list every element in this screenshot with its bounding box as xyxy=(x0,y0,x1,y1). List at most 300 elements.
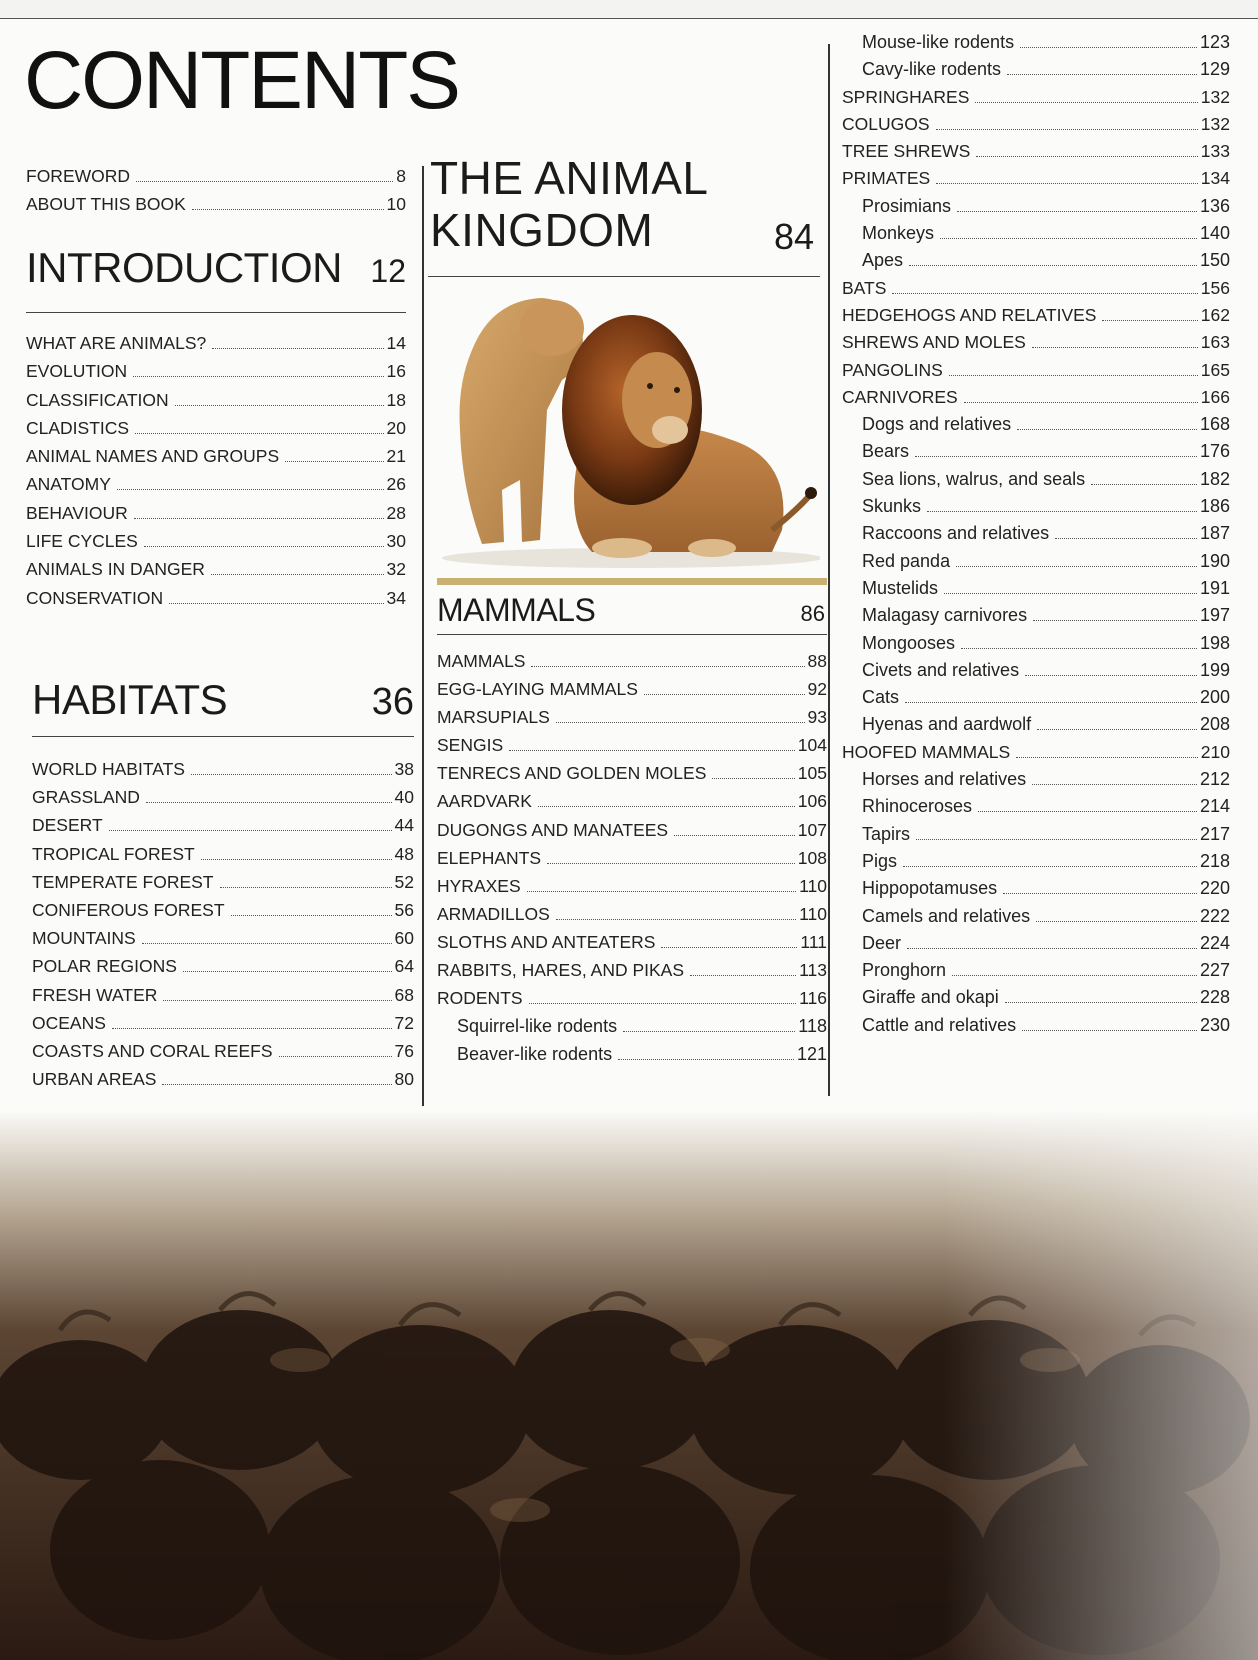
lions-photo xyxy=(432,290,820,568)
dot-leader xyxy=(191,773,392,775)
toc-entry-tree-shrews[interactable] xyxy=(842,141,1230,168)
dot-leader xyxy=(1016,756,1198,758)
toc-entry-aardvark[interactable] xyxy=(437,791,827,819)
toc-entry-page: 186 xyxy=(1199,496,1230,517)
toc-entry-label: Mouse-like rodents xyxy=(862,32,1015,52)
dot-leader xyxy=(192,208,384,210)
dot-leader xyxy=(1032,783,1197,785)
dot-leader xyxy=(618,1058,794,1060)
toc-entry-page: 150 xyxy=(1199,250,1230,271)
toc-entry-cavy-like-rodents[interactable] xyxy=(842,59,1230,86)
toc-entry-page: 88 xyxy=(807,651,827,671)
introduction-heading[interactable] xyxy=(26,244,406,313)
mammals-title: MAMMALS xyxy=(437,592,596,628)
toc-entry-tropical-forest[interactable] xyxy=(32,844,414,872)
toc-entry-page: 199 xyxy=(1199,659,1230,680)
toc-entry-fresh-water[interactable] xyxy=(32,985,414,1013)
dot-leader xyxy=(1003,892,1197,894)
toc-entry-temperate-forest[interactable] xyxy=(32,872,414,900)
toc-entry-label: BATS xyxy=(842,277,887,298)
toc-entry-sengis[interactable] xyxy=(437,735,827,763)
dot-leader xyxy=(133,375,383,377)
toc-entry-label: COASTS AND CORAL REEFS xyxy=(32,1040,273,1061)
toc-entry-elephants[interactable] xyxy=(437,848,827,876)
toc-entry-label: Pronghorn xyxy=(862,960,947,981)
toc-entry-page: 212 xyxy=(1199,769,1230,790)
toc-entry-behaviour[interactable] xyxy=(26,503,406,531)
toc-entry-page: 165 xyxy=(1200,359,1230,380)
toc-entry-page: 80 xyxy=(394,1069,414,1090)
toc-entry-label: HYRAXES xyxy=(437,875,521,896)
accent-bar xyxy=(437,578,827,585)
dot-leader xyxy=(975,101,1197,103)
toc-entry-sea-lions-walrus-and-seals[interactable] xyxy=(842,469,1230,496)
toc-entry-page: 56 xyxy=(394,899,414,920)
toc-entry-conservation[interactable] xyxy=(26,588,406,616)
toc-entry-springhares[interactable] xyxy=(842,87,1230,114)
toc-entry-page: 28 xyxy=(386,502,406,523)
toc-entry-label: Monkeys xyxy=(862,223,935,244)
toc-entry-dogs-and-relatives[interactable] xyxy=(842,414,1230,441)
dot-leader xyxy=(940,237,1197,239)
dot-leader xyxy=(690,974,796,976)
dot-leader xyxy=(961,647,1197,649)
toc-entry-red-panda[interactable] xyxy=(842,551,1230,578)
toc-entry-dugongs-and-manatees[interactable] xyxy=(437,820,827,848)
toc-entry-page: 228 xyxy=(1199,987,1230,1008)
dot-leader xyxy=(529,1002,797,1004)
toc-entry-hedgehogs-and-relatives[interactable] xyxy=(842,305,1230,332)
toc-entry-page: 182 xyxy=(1199,468,1230,489)
toc-entry-page: 168 xyxy=(1199,414,1230,435)
toc-entry-label: AARDVARK xyxy=(437,791,532,812)
toc-entry-page: 176 xyxy=(1199,441,1230,462)
toc-entry-page: 121 xyxy=(796,1044,827,1065)
toc-entry-label: HOOFED MAMMALS xyxy=(842,741,1011,762)
dot-leader xyxy=(547,862,795,864)
toc-entry-label: TEMPERATE FOREST xyxy=(32,871,214,892)
toc-entry-label: WHAT ARE ANIMALS? xyxy=(26,333,207,353)
toc-entry-label: ABOUT THIS BOOK xyxy=(26,194,186,214)
toc-entry-page: 136 xyxy=(1199,195,1230,216)
toc-entry-hippopotamuses[interactable] xyxy=(842,878,1230,905)
toc-entry-label: MOUNTAINS xyxy=(32,928,136,949)
toc-entry-pronghorn[interactable] xyxy=(842,960,1230,987)
toc-entry-page: 113 xyxy=(799,960,827,981)
toc-entry-label: RODENTS xyxy=(437,988,523,1009)
dot-leader xyxy=(949,374,1198,376)
dot-leader xyxy=(978,810,1197,812)
toc-entry-label: FRESH WATER xyxy=(32,984,158,1005)
toc-entry-label: Deer xyxy=(862,932,902,953)
introduction-section xyxy=(26,244,406,616)
dot-leader xyxy=(285,460,383,462)
toc-entry-tapirs[interactable] xyxy=(842,824,1230,851)
toc-entry-page: 218 xyxy=(1199,850,1230,871)
toc-entry-label: Raccoons and relatives xyxy=(862,523,1050,544)
toc-entry-animal-names-and-groups[interactable] xyxy=(26,446,406,474)
toc-entry-label: ARMADILLOS xyxy=(437,903,550,924)
toc-entry-label: ELEPHANTS xyxy=(437,847,542,868)
toc-entry-page: 18 xyxy=(386,389,406,410)
toc-entry-bears[interactable] xyxy=(842,441,1230,468)
toc-entry-page: 40 xyxy=(394,787,414,808)
dot-leader xyxy=(135,432,383,434)
toc-entry-evolution[interactable] xyxy=(26,361,406,389)
toc-entry-label: Sea lions, walrus, and seals xyxy=(862,468,1086,489)
toc-entry-label: Prosimians xyxy=(862,195,952,216)
toc-entry-giraffe-and-okapi[interactable] xyxy=(842,987,1230,1014)
dot-leader xyxy=(231,914,392,916)
toc-entry-page: 132 xyxy=(1200,86,1230,107)
toc-entry-hyraxes[interactable] xyxy=(437,876,827,904)
toc-entry-what-are-animals[interactable] xyxy=(26,333,406,361)
toc-entry-label: DESERT xyxy=(32,815,103,836)
toc-entry-mountains[interactable] xyxy=(32,928,414,956)
dot-leader xyxy=(134,517,384,519)
introduction-list xyxy=(26,333,406,616)
toc-entry-monkeys[interactable] xyxy=(842,223,1230,250)
animal-kingdom-heading[interactable] xyxy=(428,152,820,277)
toc-entry-page: 111 xyxy=(800,931,827,952)
toc-entry-label: FOREWORD xyxy=(26,166,131,186)
animal-kingdom-title-line2: KINGDOM xyxy=(430,204,654,256)
toc-entry-page: 93 xyxy=(807,707,827,728)
dot-leader xyxy=(1036,920,1197,922)
animal-kingdom-title xyxy=(430,152,709,256)
toc-entry-label: Apes xyxy=(862,250,904,271)
toc-entry-page: 108 xyxy=(797,847,827,868)
animal-kingdom-title-line1: THE ANIMAL xyxy=(430,152,709,204)
toc-entry-page: 133 xyxy=(1200,141,1230,162)
toc-entry-marsupials[interactable] xyxy=(437,707,827,735)
toc-entry-page: 8 xyxy=(396,166,406,186)
introduction-title: INTRODUCTION xyxy=(26,244,342,291)
mammals-continued-list xyxy=(842,32,1230,1042)
toc-entry-bats[interactable] xyxy=(842,278,1230,305)
toc-entry-prosimians[interactable] xyxy=(842,196,1230,223)
toc-entry-label: Bears xyxy=(862,441,910,462)
toc-entry-label: PANGOLINS xyxy=(842,359,943,380)
dot-leader xyxy=(1020,46,1197,48)
dot-leader xyxy=(144,545,384,547)
toc-entry-page: 208 xyxy=(1199,714,1230,735)
dot-leader xyxy=(1091,483,1197,485)
toc-entry-label: Tapirs xyxy=(862,823,911,844)
toc-entry-label: CONIFEROUS FOREST xyxy=(32,899,225,920)
toc-entry-egg-laying-mammals[interactable] xyxy=(437,679,827,707)
toc-entry-label: URBAN AREAS xyxy=(32,1069,157,1090)
toc-entry-label: Cattle and relatives xyxy=(862,1014,1017,1035)
toc-entry-rabbits-hares-and-pikas[interactable] xyxy=(437,960,827,988)
toc-entry-label: SENGIS xyxy=(437,735,504,756)
toc-entry-label: Red panda xyxy=(862,550,951,571)
toc-entry-raccoons-and-relatives[interactable] xyxy=(842,523,1230,550)
toc-entry-label: COLUGOS xyxy=(842,113,930,134)
toc-entry-mongooses[interactable] xyxy=(842,633,1230,660)
toc-entry-page: 197 xyxy=(1199,605,1230,626)
toc-entry-page: 230 xyxy=(1199,1014,1230,1035)
toc-entry-label: MARSUPIALS xyxy=(437,707,550,728)
toc-entry-label: Beaver-like rodents xyxy=(457,1044,613,1065)
toc-entry-page: 105 xyxy=(797,763,827,784)
toc-entry-page: 156 xyxy=(1200,277,1230,298)
dot-leader xyxy=(936,128,1198,130)
dot-leader xyxy=(892,292,1197,294)
dot-leader xyxy=(162,1083,391,1085)
toc-entry-page: 10 xyxy=(386,194,406,214)
toc-entry-page: 217 xyxy=(1199,823,1230,844)
dot-leader xyxy=(1007,73,1197,75)
dot-leader xyxy=(212,347,383,349)
toc-entry-label: CLADISTICS xyxy=(26,417,130,438)
toc-entry-label: Giraffe and okapi xyxy=(862,987,999,1008)
toc-entry-page: 76 xyxy=(394,1040,414,1061)
dot-leader xyxy=(136,180,393,182)
toc-entry-desert[interactable] xyxy=(32,815,414,843)
toc-entry-label: EGG-LAYING MAMMALS xyxy=(437,679,638,700)
toc-entry-label: Civets and relatives xyxy=(862,659,1020,680)
dot-leader xyxy=(944,592,1197,594)
toc-entry-anatomy[interactable] xyxy=(26,474,406,502)
habitats-heading[interactable] xyxy=(32,676,414,737)
dot-leader xyxy=(538,805,795,807)
toc-entry-label: BEHAVIOUR xyxy=(26,502,128,523)
dot-leader xyxy=(936,182,1198,184)
toc-entry-beaver-like-rodents[interactable] xyxy=(437,1044,827,1072)
toc-entry-page: 92 xyxy=(807,679,827,700)
dot-leader xyxy=(905,701,1197,703)
toc-entry-apes[interactable] xyxy=(842,250,1230,277)
toc-entry-tenrecs-and-golden-moles[interactable] xyxy=(437,763,827,791)
dot-leader xyxy=(1102,319,1197,321)
toc-entry-page: 227 xyxy=(1199,960,1230,981)
dot-leader xyxy=(163,999,391,1001)
toc-entry-label: SPRINGHARES xyxy=(842,86,970,107)
toc-entry-label: GRASSLAND xyxy=(32,787,140,808)
toc-entry-cats[interactable] xyxy=(842,687,1230,714)
introduction-page: 12 xyxy=(370,253,406,289)
toc-entry-page: 191 xyxy=(1199,577,1230,598)
toc-entry-animals-in-danger[interactable] xyxy=(26,559,406,587)
toc-entry-life-cycles[interactable] xyxy=(26,531,406,559)
toc-entry-page: 16 xyxy=(386,361,406,382)
dot-leader xyxy=(531,665,804,667)
toc-entry-label: Cats xyxy=(862,687,900,708)
toc-entry-page: 26 xyxy=(386,474,406,495)
toc-entry-coniferous-forest[interactable] xyxy=(32,900,414,928)
toc-entry-page: 30 xyxy=(386,531,406,552)
dot-leader xyxy=(112,1027,392,1029)
dot-leader xyxy=(1033,619,1197,621)
toc-entry-about-this-book[interactable] xyxy=(26,194,406,222)
toc-entry-page: 68 xyxy=(394,984,414,1005)
toc-entry-civets-and-relatives[interactable] xyxy=(842,660,1230,687)
toc-entry-label: TENRECS AND GOLDEN MOLES xyxy=(437,763,707,784)
toc-entry-label: Cavy-like rodents xyxy=(862,59,1002,80)
toc-entry-sloths-and-anteaters[interactable] xyxy=(437,932,827,960)
toc-entry-mustelids[interactable] xyxy=(842,578,1230,605)
toc-entry-page: 123 xyxy=(1199,32,1230,52)
toc-entry-grassland[interactable] xyxy=(32,787,414,815)
toc-entry-page: 44 xyxy=(394,815,414,836)
toc-entry-carnivores[interactable] xyxy=(842,387,1230,414)
toc-entry-shrews-and-moles[interactable] xyxy=(842,332,1230,359)
toc-entry-page: 200 xyxy=(1199,687,1230,708)
toc-entry-label: SHREWS AND MOLES xyxy=(842,332,1026,353)
toc-entry-label: Malagasy carnivores xyxy=(862,605,1028,626)
toc-entry-primates[interactable] xyxy=(842,168,1230,195)
toc-entry-page: 129 xyxy=(1199,59,1230,80)
toc-entry-page: 20 xyxy=(386,417,406,438)
toc-entry-classification[interactable] xyxy=(26,390,406,418)
toc-entry-label: WORLD HABITATS xyxy=(32,759,185,779)
dot-leader xyxy=(661,946,797,948)
toc-entry-page: 222 xyxy=(1199,905,1230,926)
animal-kingdom-page: 84 xyxy=(773,216,814,257)
toc-entry-hyenas-and-aardwolf[interactable] xyxy=(842,714,1230,741)
toc-entry-page: 64 xyxy=(394,956,414,977)
toc-entry-label: SLOTHS AND ANTEATERS xyxy=(437,931,656,952)
habitats-page: 36 xyxy=(371,681,414,723)
toc-entry-page: 214 xyxy=(1199,796,1230,817)
dot-leader xyxy=(509,749,795,751)
toc-entry-pangolins[interactable] xyxy=(842,360,1230,387)
front-matter-list xyxy=(26,166,406,222)
mammals-section xyxy=(437,592,827,1072)
habitats-section xyxy=(32,676,414,1097)
toc-entry-label: RABBITS, HARES, AND PIKAS xyxy=(437,960,685,981)
toc-entry-urban-areas[interactable] xyxy=(32,1069,414,1097)
dot-leader xyxy=(1055,537,1197,539)
dot-leader xyxy=(957,210,1197,212)
toc-entry-mouse-like-rodents[interactable] xyxy=(842,32,1230,59)
toc-entry-world-habitats[interactable] xyxy=(32,759,414,787)
toc-entry-label: CLASSIFICATION xyxy=(26,389,169,410)
column-divider-left xyxy=(422,166,424,1106)
dot-leader xyxy=(1005,1001,1197,1003)
dot-leader xyxy=(712,777,794,779)
toc-entry-page: 224 xyxy=(1199,932,1230,953)
toc-entry-page: 32 xyxy=(386,559,406,580)
toc-entry-page: 210 xyxy=(1200,741,1230,762)
toc-entry-label: ANIMALS IN DANGER xyxy=(26,559,205,580)
toc-entry-page: 110 xyxy=(799,875,827,896)
toc-entry-coasts-and-coral-reefs[interactable] xyxy=(32,1041,414,1069)
toc-entry-label: CONSERVATION xyxy=(26,587,164,608)
dot-leader xyxy=(1022,1029,1197,1031)
page-top-edge xyxy=(0,0,1258,19)
dot-leader xyxy=(211,573,384,575)
toc-entry-malagasy-carnivores[interactable] xyxy=(842,605,1230,632)
toc-entry-label: Horses and relatives xyxy=(862,769,1027,790)
toc-entry-page: 34 xyxy=(386,587,406,608)
toc-entry-deer[interactable] xyxy=(842,933,1230,960)
toc-entry-foreword[interactable] xyxy=(26,166,406,194)
toc-entry-label: Mongooses xyxy=(862,632,956,653)
toc-entry-page: 52 xyxy=(394,871,414,892)
toc-entry-label: Pigs xyxy=(862,850,898,871)
toc-entry-pigs[interactable] xyxy=(842,851,1230,878)
toc-entry-page: 220 xyxy=(1199,878,1230,899)
toc-entry-page: 132 xyxy=(1200,113,1230,134)
toc-entry-cattle-and-relatives[interactable] xyxy=(842,1015,1230,1042)
toc-entry-rodents[interactable] xyxy=(437,988,827,1016)
mammals-page: 86 xyxy=(800,601,825,626)
toc-entry-page: 140 xyxy=(1199,223,1230,244)
dot-leader xyxy=(201,858,392,860)
toc-entry-skunks[interactable] xyxy=(842,496,1230,523)
toc-entry-camels-and-relatives[interactable] xyxy=(842,906,1230,933)
toc-entry-page: 14 xyxy=(386,333,406,353)
dot-leader xyxy=(927,510,1197,512)
toc-entry-cladistics[interactable] xyxy=(26,418,406,446)
toc-entry-mammals[interactable] xyxy=(437,651,827,679)
dot-leader xyxy=(909,264,1197,266)
dot-leader xyxy=(142,942,392,944)
toc-entry-label: ANATOMY xyxy=(26,474,111,495)
toc-entry-oceans[interactable] xyxy=(32,1013,414,1041)
dot-leader xyxy=(956,565,1197,567)
toc-entry-page: 38 xyxy=(394,759,414,779)
dot-leader xyxy=(169,602,383,604)
toc-entry-page: 162 xyxy=(1200,304,1230,325)
toc-entry-label: Rhinoceroses xyxy=(862,796,973,817)
toc-entry-page: 21 xyxy=(386,446,406,467)
toc-entry-label: EVOLUTION xyxy=(26,361,128,382)
toc-entry-page: 104 xyxy=(797,735,827,756)
toc-entry-page: 106 xyxy=(797,791,827,812)
dot-leader xyxy=(916,838,1197,840)
dot-leader xyxy=(907,947,1197,949)
dot-leader xyxy=(117,488,384,490)
toc-entry-page: 48 xyxy=(394,843,414,864)
dot-leader xyxy=(175,404,384,406)
dot-leader xyxy=(1017,428,1197,430)
toc-entry-page: 163 xyxy=(1200,332,1230,353)
toc-entry-label: ANIMAL NAMES AND GROUPS xyxy=(26,446,280,467)
toc-entry-label: TREE SHREWS xyxy=(842,141,971,162)
toc-entry-colugos[interactable] xyxy=(842,114,1230,141)
toc-entry-label: DUGONGS AND MANATEES xyxy=(437,819,669,840)
toc-entry-armadillos[interactable] xyxy=(437,904,827,932)
dot-leader xyxy=(109,829,392,831)
toc-entry-label: Hippopotamuses xyxy=(862,878,998,899)
toc-entry-label: MAMMALS xyxy=(437,651,526,671)
dot-leader xyxy=(1037,728,1197,730)
mammals-heading[interactable] xyxy=(437,592,827,635)
toc-entry-page: 72 xyxy=(394,1012,414,1033)
toc-entry-page: 190 xyxy=(1199,550,1230,571)
toc-entry-page: 134 xyxy=(1200,168,1230,189)
toc-entry-horses-and-relatives[interactable] xyxy=(842,769,1230,796)
toc-entry-label: Hyenas and aardwolf xyxy=(862,714,1032,735)
toc-entry-squirrel-like-rodents[interactable] xyxy=(437,1016,827,1044)
dot-leader xyxy=(952,974,1197,976)
mammals-list xyxy=(437,651,827,1072)
toc-entry-page: 110 xyxy=(799,903,827,924)
toc-entry-label: Skunks xyxy=(862,496,922,517)
dot-leader xyxy=(623,1030,795,1032)
toc-entry-hoofed-mammals[interactable] xyxy=(842,742,1230,769)
toc-entry-page: 187 xyxy=(1199,523,1230,544)
toc-entry-page: 60 xyxy=(394,928,414,949)
dot-leader xyxy=(146,801,392,803)
dot-leader xyxy=(183,970,392,972)
toc-entry-rhinoceroses[interactable] xyxy=(842,796,1230,823)
toc-entry-page: 166 xyxy=(1200,386,1230,407)
toc-entry-polar-regions[interactable] xyxy=(32,956,414,984)
